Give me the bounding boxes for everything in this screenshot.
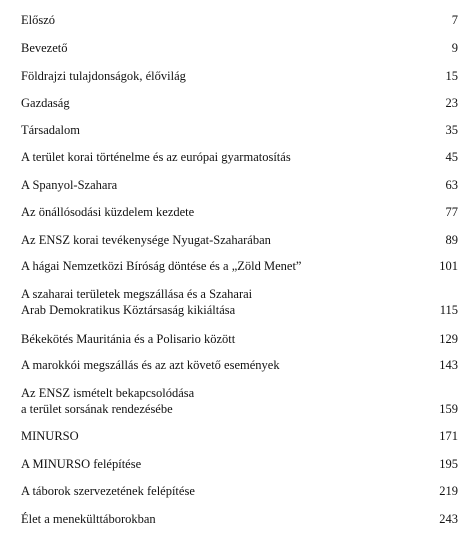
toc-entry-page: 115 (439, 303, 458, 317)
toc-entry-title: A hágai Nemzetközi Bíróság döntése és a „Zöld Menet” (21, 259, 302, 273)
toc-entry (21, 258, 458, 274)
toc-entry-page: 219 (439, 484, 458, 498)
toc-entry (21, 232, 458, 248)
toc-entry (21, 204, 458, 220)
toc-entry-title: a terület sorsának rendezésébe (21, 402, 173, 416)
toc-entry-page: 129 (439, 332, 458, 346)
toc-entry-title: A terület korai történelme és az európai gyarmatosítás (21, 150, 291, 164)
toc-entry-title: MINURSO (21, 429, 79, 443)
toc-entry-page: 243 (439, 512, 458, 526)
toc-entry-page: 63 (445, 178, 458, 192)
toc-entry (21, 149, 458, 165)
toc-entry (21, 95, 458, 111)
toc-entry-page: 143 (439, 358, 458, 372)
toc-entry (21, 357, 458, 373)
toc-entry-page: 23 (445, 96, 458, 110)
toc-entry (21, 177, 458, 193)
toc-entry-page: 45 (445, 150, 458, 164)
toc-entry (21, 385, 458, 417)
toc-entry-page: 9 (451, 41, 458, 55)
toc-entry-title: Gazdaság (21, 96, 70, 110)
toc-entry-title: A MINURSO felépítése (21, 457, 142, 471)
toc-entry-page: 171 (439, 429, 458, 443)
toc-entry-title: A marokkói megszállás és az azt követő események (21, 358, 280, 372)
toc-entry-title: Az ENSZ korai tevékenysége Nyugat-Szaharában (21, 233, 271, 247)
toc-entry-page: 159 (439, 402, 458, 416)
toc-entry-title: Békekötés Mauritánia és a Polisario között (21, 332, 236, 346)
toc-entry-page: 15 (445, 69, 458, 83)
toc-entry-title: A Spanyol-Szahara (21, 178, 118, 192)
toc-entry (21, 456, 458, 472)
toc-entry (21, 428, 458, 444)
toc-entry-page: 35 (445, 123, 458, 137)
toc-entry (21, 286, 458, 318)
toc-entry (21, 122, 458, 138)
toc-entry (21, 40, 458, 56)
toc-entry-title: Arab Demokratikus Köztársaság kikiáltása (21, 303, 236, 317)
toc-entry (21, 68, 458, 84)
toc-entry (21, 483, 458, 499)
toc-entry-page: 77 (445, 205, 458, 219)
toc-entry-title: Társadalom (21, 123, 81, 137)
toc-entry-page: 89 (445, 233, 458, 247)
toc-entry (21, 12, 458, 28)
toc-entry-title: Bevezető (21, 41, 68, 55)
toc-entry-title: Az ENSZ ismételt bekapcsolódása (21, 386, 195, 400)
toc-entry-title: Az önállósodási küzdelem kezdete (21, 205, 195, 219)
toc-entry-page: 7 (451, 13, 458, 27)
toc-entry-page: 101 (439, 259, 458, 273)
toc-entry-title: Előszó (21, 13, 56, 27)
toc-entry-page: 195 (439, 457, 458, 471)
toc-entry (21, 511, 458, 527)
toc-entry-title: A szaharai területek megszállása és a Szaharai (21, 287, 253, 301)
toc-entry-title: A táborok szervezetének felépítése (21, 484, 195, 498)
toc-entry-title: Élet a menekülttáborokban (21, 512, 156, 526)
toc-entry-title: Földrajzi tulajdonságok, élővilág (21, 69, 186, 83)
toc-entry (21, 331, 458, 347)
